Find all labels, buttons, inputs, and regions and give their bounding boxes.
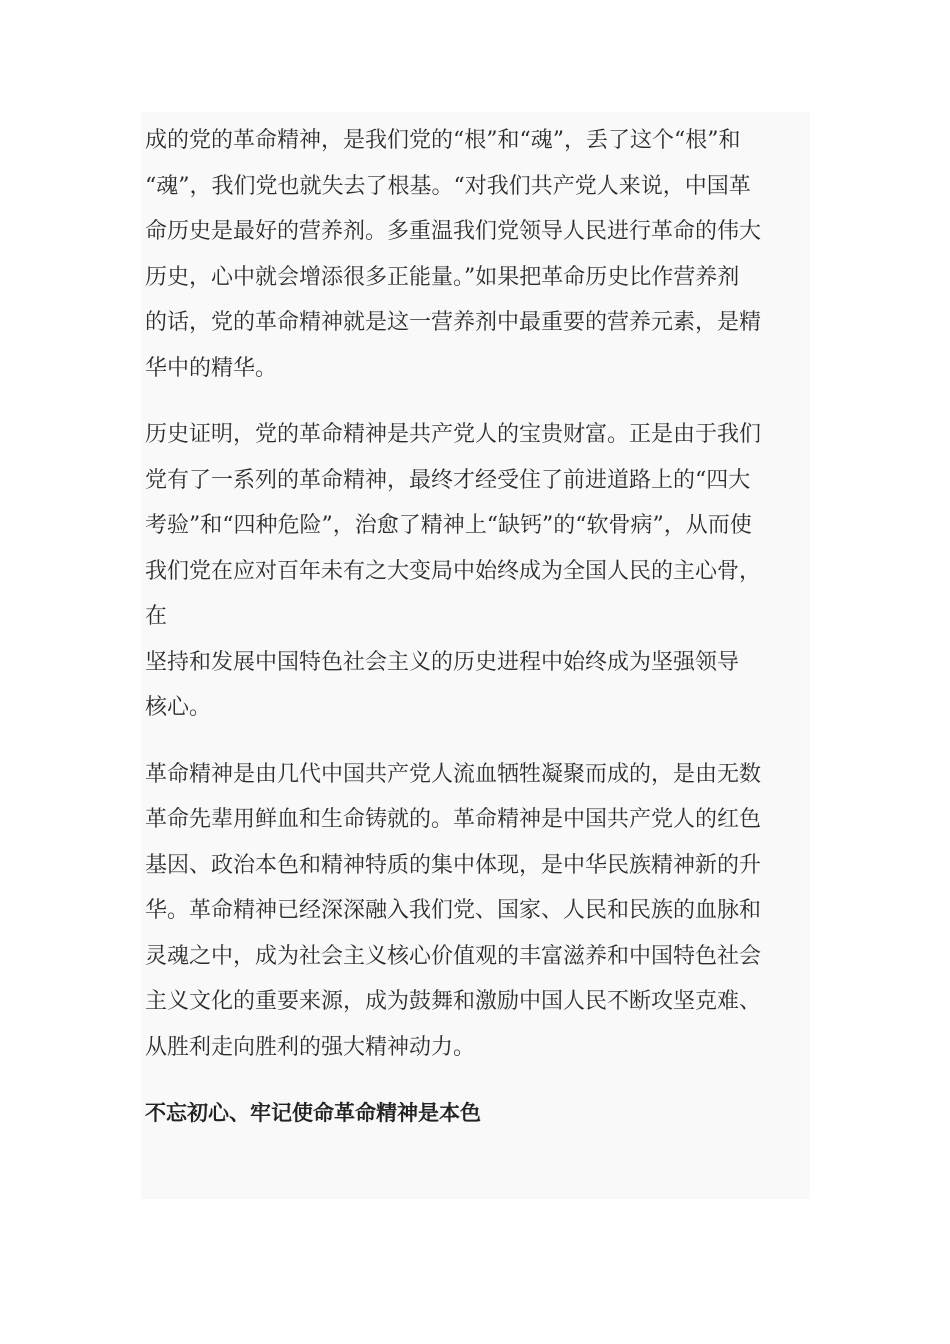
article-body <box>145 118 809 1136</box>
paragraph-line: 革命先辈用鲜血和生命铸就的。革命精神是中国共产党人的红色 <box>145 807 762 832</box>
paragraph-line: 灵魂之中，成为社会主义核心价值观的丰富滋养和中国特色社会 <box>145 943 762 969</box>
paragraph-line: 革命精神是由几代中国共产党人流血牺牲凝聚而成的，是由无数 <box>145 761 762 787</box>
paragraph-line: 历史证明，党的革命精神是共产党人的宝贵财富。正是由于我们 <box>145 422 762 447</box>
paragraph-line: “魂”，我们党也就失去了根基。“对我们共产党人来说，中国革 <box>145 173 751 199</box>
paragraph-gap <box>145 391 809 412</box>
paragraph-line: 基因、政治本色和精神特质的集中体现，是中华民族精神新的升 <box>145 852 762 878</box>
paragraph-gap <box>145 731 809 752</box>
paragraph-line: 从胜利走向胜利的强大精神动力。 <box>145 1034 476 1060</box>
paragraph-gap <box>145 1070 809 1091</box>
paragraph-line: 坚持和发展中国特色社会主义的历史进程中始终成为坚强领导 <box>145 649 740 675</box>
paragraph-line: 主义文化的重要来源，成为鼓舞和激励中国人民不断攻坚克难、 <box>145 989 762 1014</box>
paragraph-2 <box>145 412 809 731</box>
paragraph-3 <box>145 752 809 1071</box>
paragraph-line: 成的党的革命精神，是我们党的“根”和“魂”，丢了这个“根”和 <box>145 128 741 153</box>
paragraph-line: 华。革命精神已经深深融入我们党、国家、人民和民族的血脉和 <box>145 898 762 923</box>
paragraph-line: 的话，党的革命精神就是这一营养剂中最重要的营养元素，是精 <box>145 310 762 335</box>
paragraph-1 <box>145 118 809 391</box>
section-heading: 不忘初心、牢记使命革命精神是本色 <box>145 1101 481 1125</box>
paragraph-line: 党有了一系列的革命精神，最终才经受住了前进道路上的“四大 <box>145 467 751 493</box>
paragraph-line: 华中的精华。 <box>145 355 278 381</box>
paragraph-line: 在 <box>145 604 168 629</box>
paragraph-line: 命历史是最好的营养剂。多重温我们党领导人民进行革命的伟大 <box>145 219 762 244</box>
paragraph-line: 历史，心中就会增添很多正能量。”如果把革命历史比作营养剂 <box>145 264 740 290</box>
paragraph-line: 我们党在应对百年未有之大变局中始终成为全国人民的主心骨， <box>145 558 762 584</box>
paragraph-line: 考验”和“四种危险”，治愈了精神上“缺钙”的“软骨病”，从而使 <box>145 513 752 538</box>
paragraph-line: 核心。 <box>145 695 212 720</box>
